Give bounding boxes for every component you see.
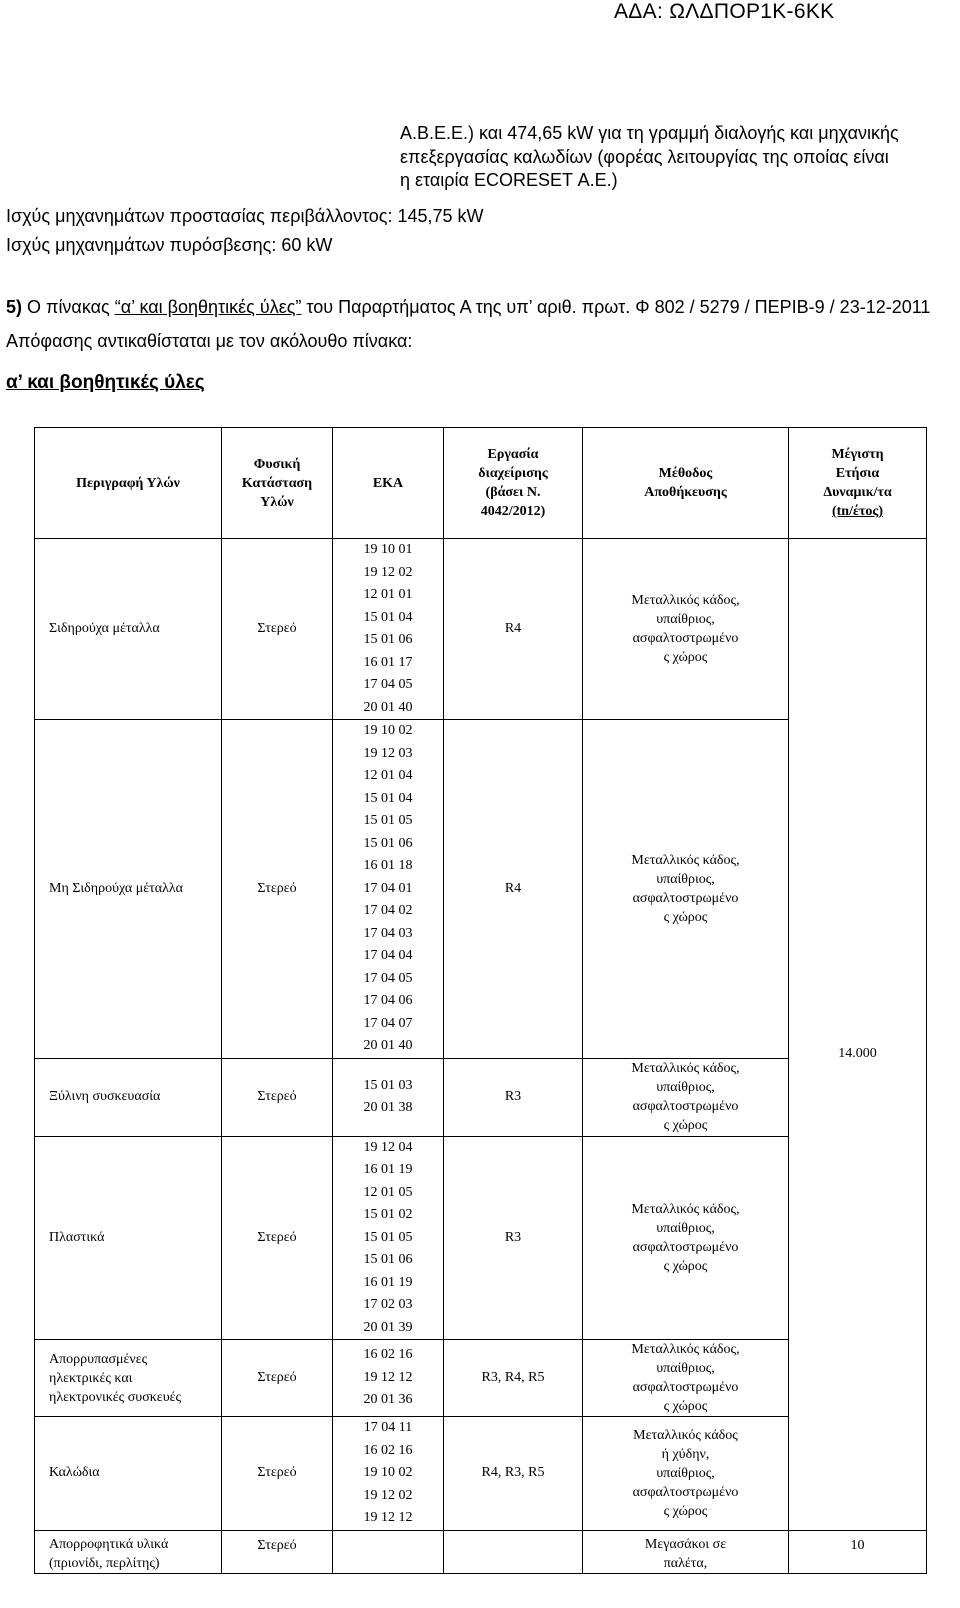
eka-code: 15 01 02 [363,1207,413,1222]
cell-method [583,1417,789,1531]
eka-code: 16 01 19 [363,1162,413,1177]
eka-code: 20 01 36 [363,1392,413,1408]
cell-op: R3 [444,1136,583,1340]
eka-code: 20 01 40 [363,699,413,715]
eka-code: 19 12 02 [363,564,413,580]
eka-code: 16 02 16 [363,1442,413,1458]
cell-state: Στερεό [222,1340,333,1417]
eka-code: 19 10 01 [363,542,413,557]
eka-code: 17 04 05 [363,970,413,986]
eka-code: 15 01 06 [363,835,413,851]
cell-state: Στερεό [222,1530,333,1573]
method-line: Μεταλλικός κάδος [633,1427,738,1443]
cell-method [583,1136,789,1340]
eka-code: 17 02 03 [363,1297,413,1312]
cell-op: R4 [444,720,583,1059]
eka-code: 17 04 05 [363,677,413,692]
eka-code: 16 02 16 [363,1347,413,1363]
cell-eka [333,1136,444,1340]
header-line: Μέθοδος [658,466,713,481]
cell-state: Στερεό [222,1417,333,1531]
eka-code: 15 01 03 [363,1077,413,1093]
eka-code: 19 10 02 [363,1465,413,1480]
header-line: Φυσική [253,456,301,472]
eka-code: 12 01 05 [363,1184,413,1200]
table-title: α’ και βοηθητικές ύλες [6,372,205,393]
eka-code: 19 12 12 [363,1369,413,1385]
table-row [35,1530,927,1573]
header-line: Εργασία [487,447,539,462]
cell-state: Στερεό [222,539,333,720]
method-line: ς χώρος [663,650,708,665]
cell-op [444,1530,583,1573]
cell-eka [333,1058,444,1136]
eka-code: 17 04 03 [363,925,413,941]
method-line: ς χώρος [663,1503,708,1519]
cell-op: R3, R4, R5 [444,1340,583,1417]
header-line: Ετήσια [835,466,880,481]
method-line: ασφαλτοστρωμένο [632,1380,739,1395]
header-desc: Περιγραφή Υλών [35,428,222,539]
cell-capacity: 10 [789,1530,927,1573]
cell-method [583,720,789,1059]
cell-method [583,539,789,720]
eka-code: 19 12 12 [363,1510,413,1525]
desc-line: Απορροφητικά υλικά [49,1536,169,1552]
cell-desc: Καλώδια [35,1417,222,1531]
cell-eka [333,1417,444,1531]
cell-desc [35,1340,222,1417]
cell-desc: Μη Σιδηρούχα μέταλλα [35,720,222,1059]
eka-code: 19 12 04 [363,1139,413,1155]
desc-line: Απορρυπασμένες [49,1351,148,1367]
eka-code: 16 01 18 [363,858,413,873]
eka-code: 16 01 17 [363,654,413,670]
cell-method [583,1530,789,1573]
eka-code: 17 04 11 [363,1420,413,1435]
cell-state: Στερεό [222,1136,333,1340]
ada-code: ΑΔΑ: ΩΛΔΠΟΡ1Κ-6ΚΚ [614,0,835,23]
eka-code: 15 01 06 [363,1252,413,1267]
cell-state: Στερεό [222,1058,333,1136]
header-line: 4042/2012) [480,504,546,519]
item-text-quote: “α’ και βοηθητικές ύλες” [114,297,302,317]
continuation-line: η εταιρία ECORESET Α.Ε.) [400,170,618,190]
eka-code: 17 04 07 [363,1015,413,1031]
method-line: ασφαλτοστρωμένο [632,631,739,646]
method-line: υπαίθριος, [656,871,715,887]
method-line: ς χώρος [663,909,708,925]
header-capacity [789,428,927,539]
header-eka: ΕΚΑ [333,428,444,539]
cell-method [583,1340,789,1417]
header-line: Αποθήκευσης [644,485,727,500]
eka-code: 15 01 04 [363,790,413,806]
cell-op: R4, R3, R5 [444,1417,583,1531]
eka-code: 19 10 02 [363,723,413,738]
eka-code: 17 04 06 [363,993,413,1008]
capacity-value: 14.000 [838,1046,877,1061]
method-line: Μεταλλικός κάδος, [631,852,740,868]
cell-state: Στερεό [222,720,333,1059]
desc-line: ηλεκτρικές και [49,1370,133,1386]
eka-code: 17 04 02 [363,903,413,918]
eka-code: 17 04 04 [363,948,413,963]
header-line: διαχείρισης [478,466,548,481]
method-line: ασφαλτοστρωμένο [632,1484,739,1500]
item-number: 5) [6,297,23,317]
method-line: υπαίθριος, [656,1465,715,1481]
eka-code: 15 01 05 [363,813,413,828]
method-line: υπαίθριος, [656,612,715,627]
header-method [583,428,789,539]
table-row [35,539,927,720]
eka-code: 12 01 01 [363,587,413,602]
eka-code: 16 01 19 [363,1274,413,1290]
method-line: Μεταλλικός κάδος, [631,1061,740,1076]
method-line: ασφαλτοστρωμένο [632,890,739,906]
cell-capacity [789,539,927,1531]
eka-code: 19 12 02 [363,1487,413,1503]
eka-code: 12 01 04 [363,768,413,783]
cell-desc [35,1530,222,1573]
env-power-line: Ισχύς μηχανημάτων προστασίας περιβάλλοντος: 145,75 kW [6,206,484,226]
method-line: ς χώρος [663,1399,708,1414]
method-line: ή χύδην, [661,1446,710,1462]
cell-method [583,1058,789,1136]
desc-line: ηλεκτρονικές συσκευές [49,1389,182,1405]
eka-code: 20 01 40 [363,1038,413,1053]
item-5-paragraph [6,290,956,358]
method-line: υπαίθριος, [656,1361,715,1376]
eka-code: 20 01 39 [363,1319,413,1335]
fire-power-line: Ισχύς μηχανημάτων πυρόσβεσης: 60 kW [6,235,333,255]
eka-code: 20 01 38 [363,1100,413,1115]
eka-code: 15 01 05 [363,1229,413,1245]
item-text-pre: Ο πίνακας [22,297,115,317]
desc-line: (πριονίδι, περλίτης) [49,1555,160,1571]
cell-desc: Σιδηρούχα μέταλλα [35,539,222,720]
cell-desc: Ξύλινη συσκευασία [35,1058,222,1136]
table-header-row [35,428,927,539]
item-text-post: του Παραρτήματος Α της υπ’ αριθ. πρωτ. Φ 802 / 5279 / ΠΕΡΙΒ-9 / 23-12-2011 Απόφασης αντικαθίσταται με τον ακόλουθο πίνακα: [6,297,931,351]
continuation-line: Α.Β.Ε.Ε.) και 474,65 kW για τη γραμμή διαλογής και μηχανικής [400,123,899,143]
header-state [222,428,333,539]
header-line: Μέγιστη [831,447,884,462]
header-line: Δυναμικ/τα [823,485,892,500]
cell-op: R3 [444,1058,583,1136]
method-line: Μεγασάκοι σε [644,1536,727,1552]
cell-desc: Πλαστικά [35,1136,222,1340]
eka-code: 15 01 06 [363,632,413,647]
header-line: Υλών [260,494,294,510]
header-line: Κατάσταση [241,475,313,491]
header-line: (βάσει Ν. [485,485,541,500]
method-line: ς χώρος [663,1258,708,1274]
method-line: Μεταλλικός κάδος, [631,1342,740,1357]
header-op [444,428,583,539]
cell-eka [333,539,444,720]
method-line: υπαίθριος, [656,1080,715,1095]
eka-code: 17 04 01 [363,880,413,896]
method-line: ασφαλτοστρωμένο [632,1239,739,1255]
method-line: παλέτα, [663,1555,708,1571]
cell-eka [333,1530,444,1573]
header-line: (tn/έτος) [831,504,883,519]
cell-op: R4 [444,539,583,720]
method-line: ασφαλτοστρωμένο [632,1099,739,1114]
eka-code: 15 01 04 [363,609,413,625]
eka-code: 19 12 03 [363,745,413,761]
cell-eka [333,720,444,1059]
materials-table [34,427,927,1574]
method-line: υπαίθριος, [656,1220,715,1236]
continuation-line: επεξεργασίας καλωδίων (φορέας λειτουργίας της οποίας είναι [400,146,889,167]
method-line: Μεταλλικός κάδος, [631,1201,740,1217]
continuation-text [400,122,960,193]
cell-eka [333,1340,444,1417]
method-line: ς χώρος [663,1118,708,1133]
method-line: Μεταλλικός κάδος, [631,593,740,608]
